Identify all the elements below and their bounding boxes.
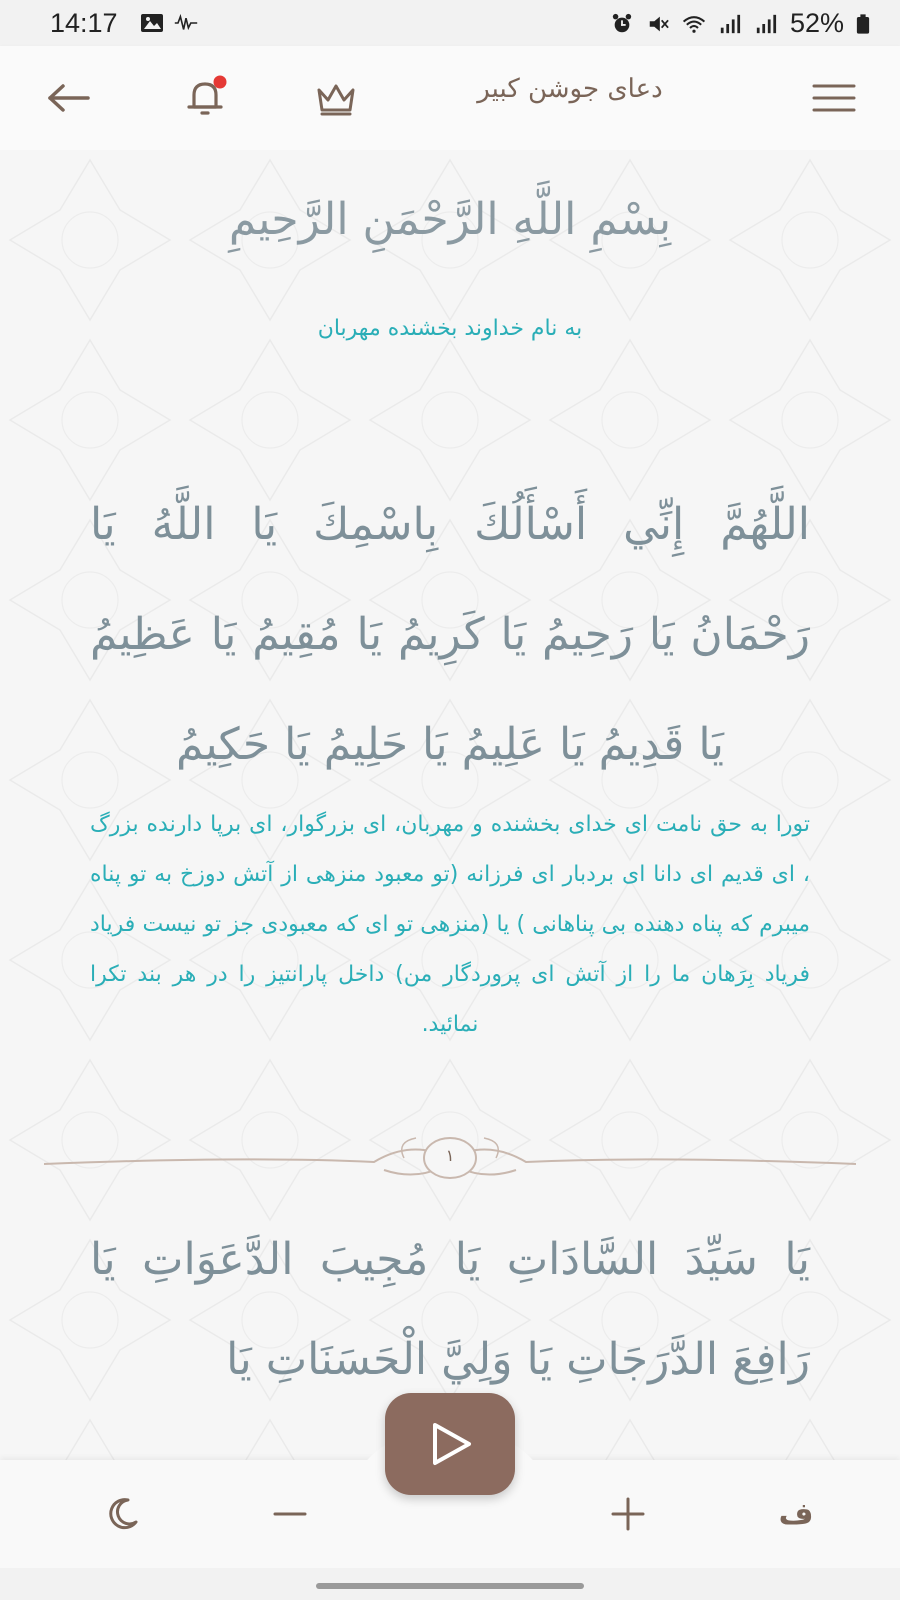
notifications-button[interactable] [180, 72, 232, 124]
home-indicator[interactable] [316, 1583, 584, 1589]
back-button[interactable] [42, 72, 94, 124]
menu-button[interactable] [808, 72, 860, 124]
persian-translation: تورا به حق نامت ای خدای بخشنده و مهربان، ای بزرگوار، ای برپا دارنده بزرگ ، ای قدیم ای دانا ای بردبار ای فرزانه (تو معبود منزهی از آتش دوزخ به تو پناه میبرم که پناه دهنده بی پناهانی ) یا (منزهی تو ای که معبودی جز تو نیست فریاد فریاد بِرَهان ما را از آتش ای پروردگار من) داخل پارانتیز را در هر بند تکرا نمائید. [90, 812, 810, 1037]
battery-percent: 52% [789, 8, 844, 38]
plus-icon [610, 1496, 646, 1532]
moon-icon [104, 1496, 140, 1532]
bismillah: بِسْمِ اللَّهِ الرَّحْمَنِ الرَّحِيمِ [228, 194, 672, 245]
decrease-font-button[interactable] [262, 1486, 318, 1542]
prayer-content[interactable] [0, 150, 900, 1460]
arabic-intro-text: اللَّهُمَّ إِنِّي أَسْأَلُكَ بِاسْمِكَ يَا اللَّهُ يَا رَحْمَانُ يَا رَحِيمُ يَا كَرِيمُ يَا مُقِيمُ يَا عَظِيمُ يَا قَدِيمُ يَا عَلِيمُ يَا حَلِيمُ يَا حَكِيمُ [90, 499, 810, 770]
vibrate-icon [174, 12, 198, 34]
signal-icon [718, 13, 742, 35]
notification-dot [214, 76, 227, 89]
alarm-icon [610, 13, 634, 35]
battery-icon [856, 13, 870, 35]
mute-icon [646, 13, 670, 35]
play-icon [427, 1421, 473, 1467]
app-bar [0, 46, 900, 150]
bell-icon [183, 75, 229, 121]
premium-button[interactable] [310, 72, 362, 124]
wifi-icon [682, 13, 706, 35]
page-title: دعای جوشن کبیر [477, 74, 663, 104]
status-bar [0, 0, 900, 46]
font-button[interactable] [768, 1486, 824, 1542]
play-button[interactable] [385, 1393, 515, 1495]
font-button-label: ف [778, 1496, 814, 1532]
section-number: ١ [445, 1146, 455, 1165]
gesture-bar [0, 1568, 900, 1600]
signal-icon [754, 13, 778, 35]
back-arrow-icon [46, 83, 90, 113]
image-icon [140, 12, 164, 34]
status-time: 14:17 [50, 8, 118, 38]
menu-icon [812, 81, 856, 115]
crown-icon [313, 78, 359, 118]
bismillah-translation: به نام خداوند بخشنده مهربان [317, 316, 583, 341]
night-mode-button[interactable] [94, 1486, 150, 1542]
minus-icon [272, 1496, 308, 1532]
increase-font-button[interactable] [600, 1486, 656, 1542]
arabic-section-text: يَا سَيِّدَ السَّادَاتِ يَا مُجِيبَ الدَّعَوَاتِ يَا رَافِعَ الدَّرَجَاتِ يَا وَلِيَّ الْحَسَنَاتِ يَا [90, 1234, 810, 1385]
